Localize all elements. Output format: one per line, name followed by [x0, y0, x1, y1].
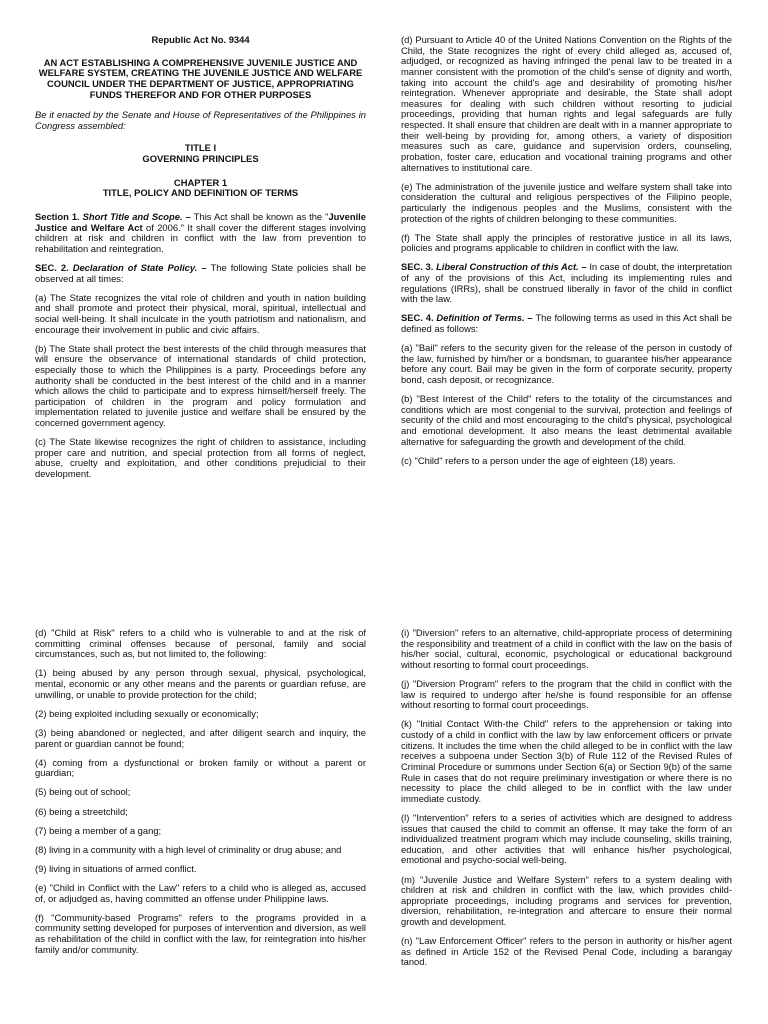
- title-name: GOVERNING PRINCIPLES: [142, 153, 259, 164]
- act-title: AN ACT ESTABLISHING A COMPREHENSIVE JUVENILE JUSTICE AND WELFARE SYSTEM, CREATING THE JUVENILE JUSTICE AND WELFARE COUNCIL UNDER THE DEPARTMENT OF JUSTICE, APPROPRIATING FUNDS THEREFOR AND FOR OTHER PURPOSES: [38, 56, 363, 100]
- section-4-text: The following terms as used in this Act shall be defined as follows:: [401, 312, 732, 334]
- policy-c: (c) The State likewise recognizes the right of children to assistance, including proper care and nutrition, and special protection from all forms of neglect, abuse, cruelty and exploitation, and other conditions prejudicial to their development.: [35, 436, 366, 479]
- section-4-label: SEC. 4.: [401, 312, 434, 324]
- section-3-heading: Liberal Construction of this Act.: [436, 261, 579, 273]
- risk-item-4: (4) coming from a dysfunctional or broken family or without a parent or guardian;: [35, 756, 366, 779]
- risk-item-9: (9) living in situations of armed conflict.: [35, 862, 197, 874]
- definition-k-initial-contact: (k) "Initial Contact With-the Child" refers to the apprehension or taking into custody of a child in conflict with the law by law enforcement officers or private citizens. It includes the time when the child alleged to be in conflict with the law receives a subpoena under Section 3(b) of Rule 112 of the Revised Rules of Criminal Procedure or summons under Section 6(a) or Section 9(b) of the same Rule in cases that do not require preliminary investigation or where there is no necessity to place the child alleged to be in conflict with the law under immediate custody.: [401, 718, 732, 804]
- section-4-heading: Definition of Terms.: [436, 312, 525, 324]
- definition-d-child-at-risk: (d) "Child at Risk" refers to a child who is vulnerable to and at the risk of committing criminal offenses because of personal, family and social circumstances, such as, but not limited to, the following:: [35, 627, 366, 660]
- risk-item-7: (7) being a member of a gang;: [35, 824, 162, 836]
- risk-item-2: (2) being exploited including sexually or economically;: [35, 707, 259, 719]
- section-2-dash: –: [197, 261, 211, 273]
- risk-item-5: (5) being out of school;: [35, 786, 131, 798]
- policy-b: (b) The State shall protect the best interests of the child through measures that will ensure the observance of international standards of child protection, especially those to which the Philippines is a party. Proceedings before any authority shall be conducted in the best interest of the child and in a manner which allows the child to participate and to express himself/herself freely. The participation of children in the program and policy formulation and implementation related to juvenile justice and welfare shall be ensured by the concerned government agency.: [35, 342, 366, 428]
- chapter-label: CHAPTER 1: [173, 176, 228, 188]
- chapter-name: TITLE, POLICY AND DEFINITION OF TERMS: [102, 187, 299, 199]
- definition-j-diversion-program: (j) "Diversion Program" refers to the program that the child in conflict with the law is required to undergo after he/she is found responsible for an offense without resorting to formal court proceedings.: [401, 678, 732, 711]
- page1-left-column: [35, 35, 366, 488]
- act-number: Republic Act No. 9344: [151, 34, 250, 45]
- policy-e: (e) The administration of the juvenile justice and welfare system shall take into consideration the cultural and religious perspectives of the Filipino people, particularly the indigenous peoples and the Muslims, consistent with the protection of the rights of children belonging to these communities.: [401, 180, 732, 224]
- policy-a: (a) The State recognizes the vital role of children and youth in nation building and shall promote and protect their physical, moral, spiritual, intellectual and social well-being. It shall inculcate in the youth patriotism and nationalism, and encourage their involvement in public and civic affairs.: [35, 291, 366, 335]
- section-3-text: In case of doubt, the interpretation of any of the provisions of this Act, including its implementing rules and regulations (IRRs), shall be construed liberally in favor of the child in conflict with the law.: [401, 261, 732, 305]
- policy-f: (f) The State shall apply the principles of restorative justice in all its laws, policies and programs applicable to children in conflict with the law.: [401, 231, 732, 254]
- section-1: [35, 212, 366, 255]
- section-4-dash: –: [524, 312, 536, 324]
- risk-item-8: (8) living in a community with a high level of criminality or drug abuse; and: [35, 843, 342, 855]
- section-3-label: SEC. 3.: [401, 261, 434, 273]
- definition-e-child-in-conflict: (e) "Child in Conflict with the Law" refers to a child who is alleged as, accused of, or adjudged as, having committed an offense under Philippine laws.: [35, 882, 366, 904]
- chapter-heading: [35, 178, 366, 199]
- title-label: TITLE I: [184, 142, 217, 154]
- page2-right-column: [401, 628, 732, 977]
- risk-item-1: (1) being abused by any person through sexual, physical, psychological, mental, economic or any other means and the parents or guardian refuse, are unwilling, or unable to provide protection for the child;: [35, 667, 366, 700]
- risk-item-6: (6) being a streetchild;: [35, 805, 128, 817]
- section-2: [35, 263, 366, 284]
- section-4: [401, 313, 732, 334]
- section-1-dash: –: [182, 210, 194, 222]
- definition-a-bail: (a) "Bail" refers to the security given for the release of the person in custody of the law, furnished by him/her or a bondsman, to guarantee his/her appearance before any court. Bail may be given in the form of corporate security, property bond, cash deposit, or recognizance.: [401, 342, 732, 385]
- section-3: [401, 262, 732, 305]
- policy-d: (d) Pursuant to Article 40 of the United Nations Convention on the Rights of the Child, the State recognizes the right of every child alleged as, accused of, adjudged, or recognized as having infringed the penal law to be treated in a manner consistent with the promotion of the child's sense of dignity and worth, taking into account the child's age and desirability of promoting his/her reintegration. Whenever appropriate and desirable, the State shall adopt measures for dealing with such children without resorting to judicial proceedings, providing that human rights and legal safeguards are fully respected. It shall ensure that children are dealt with in a manner appropriate to their well-being by providing for, among others, a variety of disposition measures such as care, guidance and supervision orders, counseling, probation, foster care, education and vocational training programs and other alternatives to institutional care.: [401, 34, 732, 173]
- section-1-label: Section 1.: [35, 210, 80, 222]
- section-1-text-a: This Act shall be known as the ": [193, 210, 329, 222]
- section-2-label: SEC. 2.: [35, 261, 69, 273]
- section-2-heading: Declaration of State Policy.: [72, 261, 198, 273]
- definition-m-juvenile-justice-system: (m) "Juvenile Justice and Welfare System" refers to a system dealing with children at risk and children in conflict with the law, which provides child-appropriate proceedings, including programs and services for prevention, diversion, rehabilitation, re-integration and aftercare to ensure their normal growth and development.: [401, 873, 732, 927]
- page1-right-column: [401, 35, 732, 475]
- enacting-clause: Be it enacted by the Senate and House of Representatives of the Philippines in Congress assembled:: [35, 109, 366, 131]
- definition-f-community-programs: (f) "Community-based Programs" refers to the programs provided in a community setting developed for purposes of intervention and diversion, as well as rehabilitation of the child in conflict with the law, for reintegration into his/her family and/or community.: [35, 911, 366, 955]
- definition-c-child: (c) "Child" refers to a person under the age of eighteen (18) years.: [401, 454, 676, 466]
- definition-l-intervention: (l) "Intervention" refers to a series of activities which are designed to address issues that caused the child to commit an offense. It may take the form of an individualized treatment program which may include counseling, skills training, education, and other activities that will enhance his/her psychological, emotional and psycho-social well-being.: [401, 811, 732, 866]
- section-2-text: The following State policies shall be observed at all times:: [35, 261, 366, 284]
- risk-item-3: (3) being abandoned or neglected, and after diligent search and inquiry, the parent or guardian cannot be found;: [35, 726, 366, 749]
- page2-left-column: [35, 628, 366, 964]
- definition-n-law-enforcement-officer: (n) "Law Enforcement Officer" refers to the person in authority or his/her agent as defined in Article 152 of the Revised Penal Code, including a barangay tanod.: [401, 935, 732, 968]
- section-1-text-b: of 2006." It shall cover the different stages involving children at risk and children in conflict with the law from prevention to rehabilitation and reintegration.: [35, 221, 366, 254]
- section-3-dash: –: [578, 261, 590, 273]
- section-1-heading: Short Title and Scope.: [82, 210, 183, 222]
- section-1-act-name: Juvenile Justice and Welfare Act: [35, 210, 366, 233]
- definition-i-diversion: (i) "Diversion" refers to an alternative, child-appropriate process of determining the responsibility and treatment of a child in conflict with the law on the basis of his/her social, cultural, economic, psychological or educational background without resorting to formal court proceedings.: [401, 627, 732, 670]
- title-heading: [35, 143, 366, 164]
- definition-b-best-interest: (b) "Best Interest of the Child" refers to the totality of the circumstances and conditions which are most congenial to the survival, protection and feelings of security of the child and most encouraging to the child's physical, psychological and emotional development. It also means the least detrimental available alternative for safeguarding the growth and development of the child.: [401, 393, 732, 447]
